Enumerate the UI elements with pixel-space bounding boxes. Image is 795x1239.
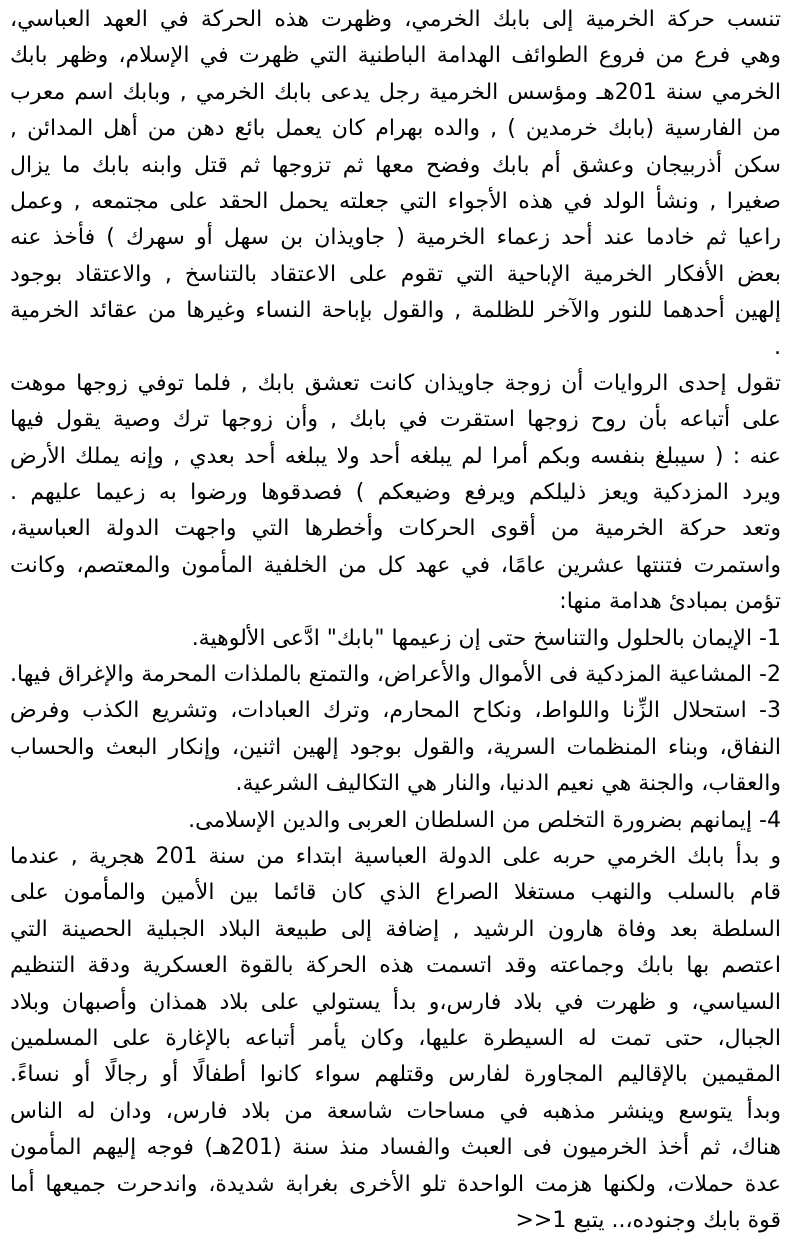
text-line: السلطة بعد وفاة هارون الرشيد , إضافة إلى طبيعة البلاد الجبلية الحصينة التي: [10, 916, 781, 942]
text-line: و بدأ بابك الخرمي حربه على الدولة العباسية ابتداء من سنة 201 هجرية , عندما: [10, 843, 781, 869]
text-line: بعض الأفكار الخرمية الإباحية التي تقوم على الاعتقاد بالتناسخ , والاعتقاد بوجود: [10, 261, 781, 287]
text-line: وبدأ يتوسع وينشر مذهبه في مساحات شاسعة من بلاد فارس، ودان له الناس: [10, 1098, 781, 1124]
text-line: الخرمي سنة 201هـ ومؤسس الخرمية رجل يدعى بابك الخرمي , وبابك اسم معرب: [10, 79, 781, 105]
text-line: من الفارسية (بابك خرمدين ) , والده بهرام كان يعمل بائع دهن من أهل المدائن ,: [10, 116, 781, 142]
text-line: الجبال، حتى تمت له السيطرة عليها، وكان يأمر أتباعه بالإغارة على المسلمين: [10, 1025, 781, 1051]
text-line: هناك، ثم أخذ الخرميون فى العبث والفساد منذ سنة (201هـ) فوجه إليهم المأمون: [10, 1135, 781, 1161]
text-line: واستمرت فتنتها عشرين عامًا، في عهد كل من الخلفية المأمون والمعتصم، وكانت: [10, 552, 781, 578]
text-line: على أتباعه بأن روح زوجها استقرت في بابك , وأن زوجها ترك وصية يقول فيها: [10, 407, 781, 433]
text-line: وتعد حركة الخرمية من أقوى الحركات وأخطرها التي واجهت الدولة العباسية،: [10, 516, 781, 542]
text-line: 1- الإيمان بالحلول والتناسخ حتى إن زعيمها "بابك" ادَّعى الألوهية.: [191, 625, 781, 651]
text-line: عدة حملات، ولكنها هزمت الواحدة تلو الأخرى بغرابة شديدة، واندحرت جميعها أما: [10, 1171, 781, 1197]
text-line: .: [774, 334, 781, 360]
text-line: السياسي، و ظهرت في بلاد فارس،و بدأ يستولي على بلاد همذان وأصبهان وبلاد: [10, 989, 781, 1015]
text-line: تنسب حركة الخرمية إلى بابك الخرمي، وظهرت هذه الحركة في العهد العباسي،: [10, 7, 781, 32]
text-line: وهي فرع من فروع الطوائف الهدامة الباطنية التي ظهرت في الإسلام، وظهر بابك: [10, 43, 781, 69]
text-line: تقول إحدى الروايات أن زوجة جاويذان كانت تعشق بابك , فلما توفي زوجها موهت: [10, 370, 781, 396]
text-line: 2- المشاعية المزدكية فى الأموال والأعراض، والتمتع بالملذات المحرمة والإغراق فيها.: [10, 662, 781, 688]
text-line: النفاق، وبناء المنظمات السرية، والقول بوجود إلهين اثنين، وإنكار البعث والحساب: [10, 734, 781, 760]
text-line: قوة بابك وجنوده،.. يتبع 1<<: [515, 1207, 781, 1233]
text-line: صغيرا , ونشأ الولد في هذه الأجواء التي جعلته يحمل الحقد على مجتمعه , وعمل: [10, 188, 781, 214]
text-line: سكن أذربيجان وعشق أم بابك وفضح معها ثم تزوجها ثم قتل وابنه بابك ما يزال: [10, 152, 781, 178]
text-line: المقيمين بالإقاليم المجاورة لفارس وقتلهم سواء كانوا أطفالًا أو رجالًا أو نساءً.: [10, 1062, 781, 1088]
text-line: قام بالسلب والنهب مستغلا الصراع الذي كان قائما بين الأمين والمأمون على: [10, 880, 781, 906]
text-line: 4- إيمانهم بضرورة التخلص من السلطان العربى والدين الإسلامى.: [188, 807, 781, 833]
text-line: اعتصم بها بابك وجماعته وقد اتسمت هذه الحركة بالقوة العسكرية ودقة التنظيم: [10, 953, 781, 979]
text-line: راعيا ثم خادما عند أحد زعماء الخرمية ( جاويذان بن سهل أو سهرك ) فأخذ عنه: [10, 225, 781, 251]
text-line: والعقاب، والجنة هي نعيم الدنيا، والنار هي التكاليف الشرعية.: [235, 771, 781, 797]
text-line: ويرد المزدكية ويعز ذليلكم ويرفع وضيعكم ) فصدقوها ورضوا به زعيما عليهم .: [10, 480, 781, 506]
text-line: إلهين أحدهما للنور والآخر للظلمة , والقول بإباحة النساء وغيرها من عقائد الخرمية: [10, 298, 781, 324]
text-line: تؤمن بمبادئ هدامة منها:: [559, 589, 781, 615]
text-line: عنه : ( سيبلغ بنفسه وبكم أمرا لم يبلغه أحد ولا يبلغه أحد بعدي , وإنه يملك الأرض: [10, 443, 781, 469]
text-line: 3- استحلال الزِّنا واللواط، ونكاح المحارم، وترك العبادات، وتشريع الكذب وفرض: [10, 698, 781, 724]
